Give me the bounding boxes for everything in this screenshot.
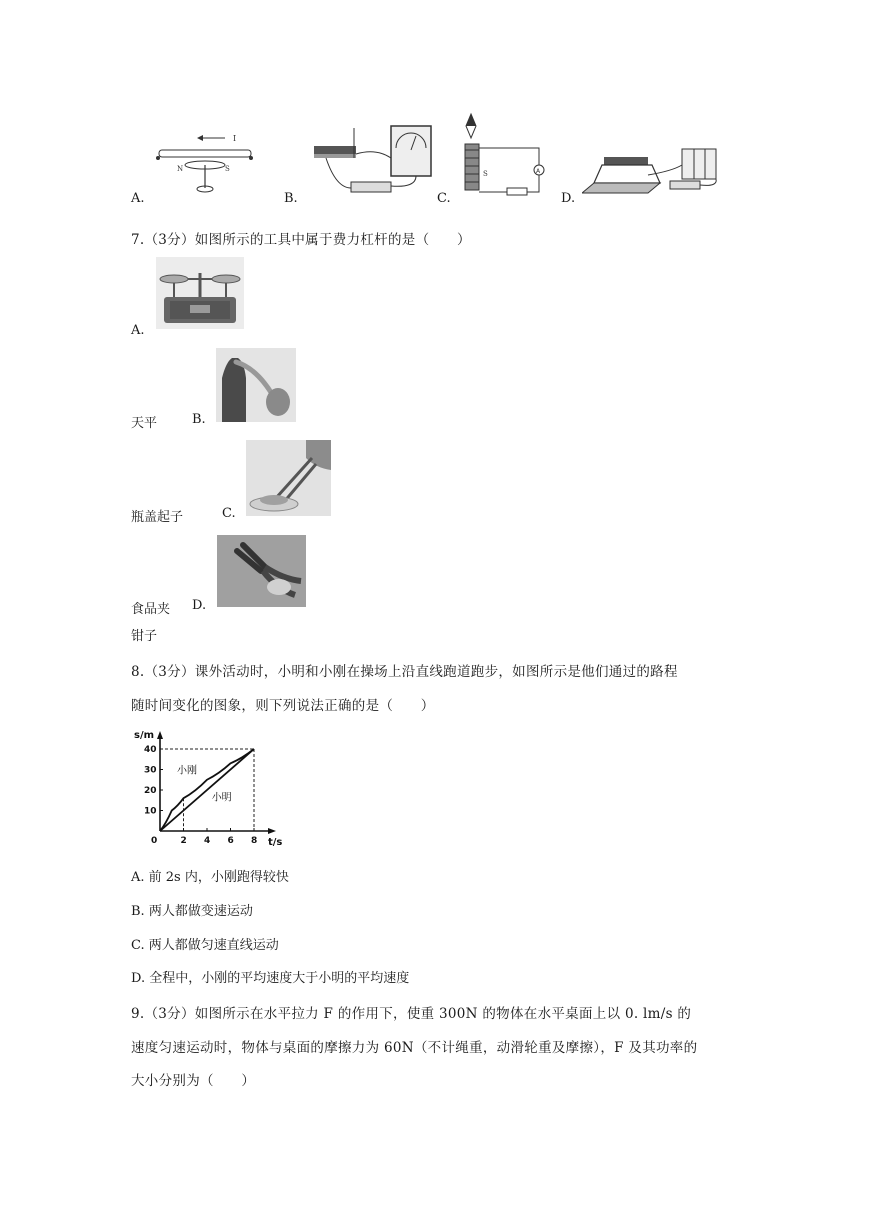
y-axis-label: s/m [134, 730, 155, 741]
q9-line3: 大小分别为（ ） [131, 1073, 256, 1089]
q7-option-d-name: 钳子 [131, 629, 158, 644]
series-label-xiaoming: 小明 [211, 792, 232, 804]
q9-line1: 9.（3分）如图所示在水平拉力 F 的作用下，使重 300N 的物体在水平桌面上以 0. lm/s 的 [131, 1006, 692, 1022]
q7-option-c-name: 食品夹 [131, 602, 171, 617]
y-axis-arrow [157, 731, 163, 739]
q7-figure-balance-scale [156, 257, 244, 329]
x-tick-label: 2 [180, 836, 187, 846]
q6-option-d-label: D. [561, 191, 576, 206]
q9-line2: 速度匀速运动时，物体与桌面的摩擦力为 60N（不计绳重，动滑轮重及摩擦），F 及其功率的 [131, 1040, 698, 1056]
x-tick-label: 8 [251, 836, 258, 846]
q8-option-a: A. 前 2s 内，小刚跑得较快 [131, 870, 289, 885]
y-tick-label: 20 [144, 786, 157, 796]
svg-text:N: N [177, 165, 184, 173]
q8-stem-line2: 随时间变化的图象，则下列说法正确的是（ ） [131, 698, 435, 714]
q8-option-d: D. 全程中，小刚的平均速度大于小明的平均速度 [131, 971, 410, 986]
q6-option-a-label: A. [131, 191, 145, 206]
svg-text:A: A [536, 168, 541, 175]
x-axis-arrow [268, 828, 276, 834]
q7-figure-bottle-opener [216, 348, 296, 422]
q7-figure-pliers [217, 535, 306, 607]
svg-text:S: S [483, 170, 488, 178]
q8-stem-line1: 8.（3分）课外活动时，小明和小刚在操场上沿直线跑道跑步，如图所示是他们通过的路程 [131, 664, 678, 680]
q8-option-b: B. 两人都做变速运动 [131, 904, 253, 919]
x-tick-label: 4 [204, 836, 211, 846]
svg-text:I: I [233, 134, 237, 143]
q6-figure-a [155, 128, 255, 198]
x-axis-label: t/s [268, 837, 282, 848]
q7-stem: 7.（3分）如图所示的工具中属于费力杠杆的是（ ） [131, 232, 471, 248]
q6-option-b-label: B. [284, 191, 298, 206]
q6-option-c-label: C. [437, 191, 451, 206]
q6-figure-d [582, 135, 722, 201]
y-tick-label: 40 [144, 745, 157, 755]
x-tick-label: 6 [227, 836, 234, 846]
q8-distance-time-chart [126, 725, 282, 849]
y-tick-label: 30 [144, 765, 157, 776]
q8-option-c: C. 两人都做匀速直线运动 [131, 938, 279, 953]
x-tick-label: 0 [151, 836, 158, 846]
series-line-xiaoming [160, 749, 254, 831]
series-label-xiaogang: 小刚 [177, 765, 198, 777]
y-tick-label: 10 [144, 806, 157, 817]
q7-option-a-name: 天平 [131, 416, 158, 431]
q7-option-a-letter: A. [131, 323, 145, 338]
q7-option-b-name: 瓶盖起子 [131, 510, 184, 525]
svg-text:S: S [225, 165, 230, 173]
q7-option-c-letter: C. [222, 506, 236, 521]
q6-figure-b [306, 118, 436, 200]
q6-figure-c [457, 112, 547, 202]
chart-series-lines [160, 749, 254, 831]
q7-option-b-letter: B. [192, 412, 206, 427]
q7-option-d-letter: D. [192, 598, 207, 613]
q7-figure-food-tongs [246, 440, 331, 516]
